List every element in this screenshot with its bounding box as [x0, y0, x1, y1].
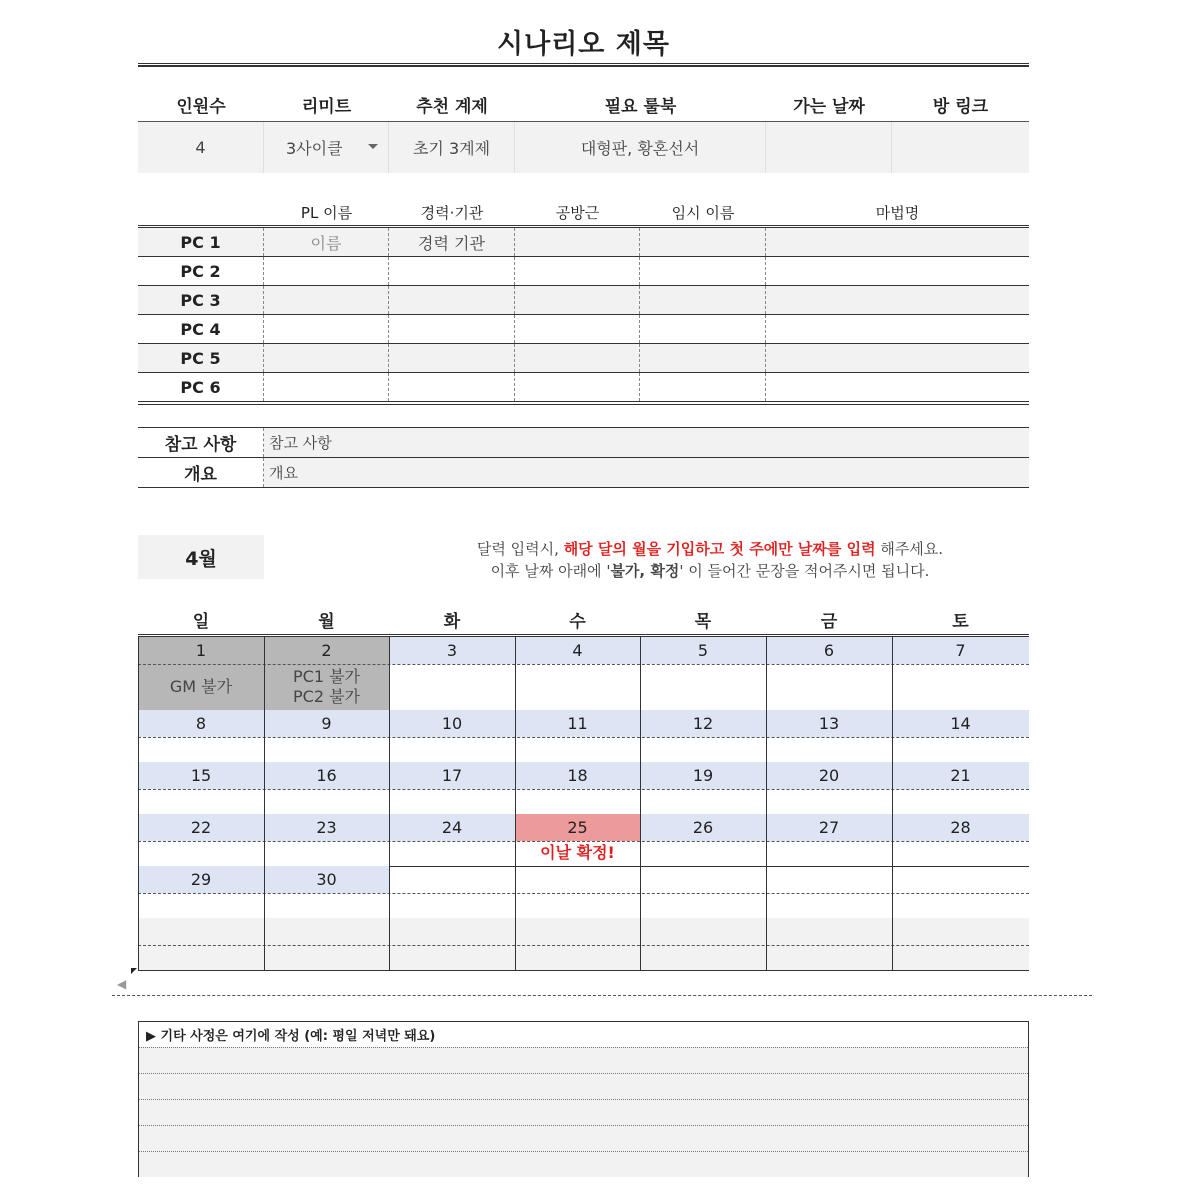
pc-cell[interactable] — [640, 315, 766, 343]
pc-cell[interactable] — [766, 373, 1029, 401]
calendar-day-note[interactable] — [766, 945, 892, 970]
calendar-dash-line — [138, 945, 1029, 946]
calendar-day-note[interactable] — [389, 664, 515, 710]
calendar-day-note[interactable] — [264, 737, 389, 762]
calendar-day-note[interactable] — [264, 893, 389, 918]
calendar-day-note[interactable] — [389, 789, 515, 814]
pc-cell[interactable] — [515, 257, 640, 285]
pc-header: 공방근 — [555, 204, 600, 222]
calendar-day-number[interactable]: 26 — [640, 814, 766, 841]
pc-cell[interactable] — [515, 373, 640, 401]
pc-cell[interactable] — [766, 228, 1029, 256]
calendar-day-number[interactable]: 10 — [389, 710, 515, 737]
pc-cell[interactable] — [389, 344, 515, 372]
calendar-day-note[interactable] — [515, 664, 640, 710]
calendar-day-number[interactable]: 12 — [640, 710, 766, 737]
pc-header: 임시 이름 — [671, 204, 735, 222]
info-header: 필요 룰북 — [604, 96, 677, 117]
pc-cell[interactable]: 경력 기관 — [389, 228, 515, 256]
title-divider — [138, 63, 1029, 67]
calendar-day-note[interactable] — [892, 945, 1029, 970]
calendar-day-number[interactable]: 13 — [766, 710, 892, 737]
calendar-day-number[interactable]: 25 — [515, 814, 640, 841]
calendar-day-note[interactable]: 이날 확정! — [540, 843, 615, 862]
calendar-day-number[interactable]: 9 — [264, 710, 389, 737]
other-notes-line[interactable] — [139, 1099, 1028, 1125]
calendar-day-note[interactable] — [766, 737, 892, 762]
calendar-day-note[interactable] — [892, 737, 1029, 762]
calendar-day-number[interactable] — [766, 866, 892, 893]
other-notes-heading: ▶ 기타 사정은 여기에 작성 (예: 평일 저녁만 돼요) — [146, 1029, 436, 1044]
weekday-header: 목 — [694, 611, 712, 632]
calendar-day-note[interactable] — [264, 789, 389, 814]
info-value-cell[interactable] — [138, 122, 264, 173]
calendar-column-line — [389, 637, 390, 970]
info-header: 방 링크 — [932, 96, 989, 117]
info-value: 초기 3계제 — [412, 139, 491, 158]
calendar-day-number[interactable]: 24 — [389, 814, 515, 841]
info-header: 인원수 — [176, 96, 226, 117]
calendar-day-number[interactable]: 3 — [389, 637, 515, 664]
calendar-day-note[interactable] — [892, 789, 1029, 814]
calendar-day-number[interactable]: 27 — [766, 814, 892, 841]
other-notes-line[interactable] — [139, 1073, 1028, 1099]
pc-cell[interactable] — [264, 257, 389, 285]
corner-marker-icon — [131, 968, 137, 974]
pc-header: 경력·기관 — [420, 204, 484, 222]
other-notes-line[interactable] — [139, 1125, 1028, 1151]
calendar-day-note[interactable] — [766, 893, 892, 918]
reference-value[interactable]: 참고 사항 — [264, 428, 1029, 457]
calendar-day-note[interactable] — [389, 893, 515, 918]
other-notes-line[interactable] — [139, 1047, 1028, 1073]
pc-cell[interactable] — [766, 257, 1029, 285]
dropdown-arrow-icon[interactable] — [368, 144, 378, 149]
calendar-day-note[interactable] — [389, 737, 515, 762]
calendar-day-note[interactable] — [640, 737, 766, 762]
pc-label: PC 5 — [138, 344, 264, 372]
calendar-day-note[interactable]: PC1 불가 PC2 불가 — [264, 664, 389, 710]
instruction-keywords: 불가, 확정 — [610, 562, 680, 580]
calendar-day-number[interactable]: 17 — [389, 762, 515, 789]
calendar-dash-line — [138, 664, 1029, 665]
calendar-day-note[interactable] — [892, 841, 1029, 866]
calendar-day-number[interactable] — [640, 918, 766, 945]
summary-label: 개요 — [138, 458, 264, 487]
info-value-cell[interactable] — [892, 122, 1029, 173]
calendar-day-note[interactable] — [892, 893, 1029, 918]
info-value: 4 — [195, 138, 206, 157]
calendar-day-number[interactable]: 20 — [766, 762, 892, 789]
calendar-week-line — [138, 970, 1029, 971]
calendar-day-number[interactable]: 21 — [892, 762, 1029, 789]
calendar-dash-line — [138, 737, 1029, 738]
pc-cell[interactable] — [389, 257, 515, 285]
calendar-day-note[interactable] — [892, 664, 1029, 710]
calendar-column-line — [892, 637, 893, 970]
info-value: 대형판, 황혼선서 — [580, 139, 700, 158]
instruction-highlight: 해당 달의 월을 기입하고 첫 주에만 날짜를 입력 — [563, 540, 876, 558]
calendar-day-number[interactable]: 19 — [640, 762, 766, 789]
pc-label: PC 4 — [138, 315, 264, 343]
calendar-day-note[interactable] — [138, 893, 264, 918]
pc-label: PC 6 — [138, 373, 264, 401]
calendar-day-number[interactable] — [138, 918, 264, 945]
info-header: 리미트 — [301, 96, 352, 117]
instruction-text: 달력 입력시, — [476, 540, 564, 558]
info-value-cell[interactable] — [515, 122, 766, 173]
calendar-day-note[interactable] — [640, 789, 766, 814]
calendar-day-number[interactable]: 18 — [515, 762, 640, 789]
calendar-day-note[interactable] — [515, 737, 640, 762]
summary-value[interactable]: 개요 — [264, 458, 1029, 487]
calendar-day-number[interactable]: 11 — [515, 710, 640, 737]
calendar-day-note[interactable] — [264, 945, 389, 970]
calendar-day-note[interactable] — [640, 841, 766, 866]
pc-cell[interactable] — [389, 373, 515, 401]
instruction-text: 이후 날짜 아래에 ' — [490, 562, 611, 580]
pc-cell[interactable] — [515, 315, 640, 343]
calendar-day-number[interactable] — [515, 918, 640, 945]
weekday-header: 일 — [192, 611, 210, 632]
calendar-day-note[interactable] — [766, 789, 892, 814]
weekday-header: 토 — [952, 611, 969, 632]
pc-cell[interactable] — [640, 286, 766, 314]
instruction-text: 해주세요. — [875, 540, 944, 558]
calendar-day-note[interactable] — [138, 789, 264, 814]
info-value-cell[interactable] — [766, 122, 892, 173]
calendar-left-line — [138, 637, 139, 970]
calendar-day-number[interactable] — [264, 918, 389, 945]
pc-cell[interactable] — [766, 344, 1029, 372]
info-value-cell[interactable] — [264, 122, 389, 173]
pc-cell[interactable]: 이름 — [264, 228, 389, 256]
calendar-day-number[interactable] — [640, 866, 766, 893]
pc-cell[interactable] — [264, 315, 389, 343]
calendar-day-number[interactable] — [892, 866, 1029, 893]
weekday-header: 화 — [443, 611, 461, 632]
calendar-day-note[interactable] — [766, 664, 892, 710]
calendar-day-note[interactable] — [640, 945, 766, 970]
calendar-day-number[interactable]: 2 — [264, 637, 389, 664]
pc-cell[interactable] — [515, 228, 640, 256]
pc-cell[interactable] — [389, 286, 515, 314]
calendar-day-number[interactable]: 22 — [138, 814, 264, 841]
calendar-day-note[interactable] — [389, 945, 515, 970]
pc-cell[interactable] — [264, 286, 389, 314]
pc-cell[interactable] — [766, 286, 1029, 314]
info-header: 가는 날짜 — [793, 96, 865, 117]
calendar-day-number[interactable]: 5 — [640, 637, 766, 664]
calendar-day-number[interactable] — [766, 918, 892, 945]
calendar-day-note[interactable] — [766, 841, 892, 866]
calendar-column-line — [515, 637, 516, 970]
calendar-day-note[interactable] — [515, 789, 640, 814]
pc-cell[interactable] — [515, 344, 640, 372]
instruction-text: ' 이 들어간 문장을 적어주시면 됩니다. — [679, 562, 930, 580]
calendar-day-note[interactable] — [389, 841, 515, 866]
pc-header: 마법명 — [875, 204, 920, 222]
pc-cell[interactable] — [264, 344, 389, 372]
calendar-day-number[interactable] — [389, 866, 515, 893]
calendar-dash-line — [138, 893, 1029, 894]
calendar-day-note[interactable] — [515, 893, 640, 918]
pc-cell[interactable] — [640, 344, 766, 372]
pc-cell[interactable] — [515, 286, 640, 314]
calendar-column-line — [264, 637, 265, 970]
calendar-day-number[interactable]: 23 — [264, 814, 389, 841]
calendar-day-number[interactable]: 7 — [892, 637, 1029, 664]
calendar-dash-line — [138, 841, 1029, 842]
calendar-day-number[interactable]: 29 — [138, 866, 264, 893]
pc-label: PC 2 — [138, 257, 264, 285]
calendar-day-number[interactable]: 4 — [515, 637, 640, 664]
calendar-day-note[interactable] — [640, 664, 766, 710]
calendar-day-note[interactable] — [515, 945, 640, 970]
calendar-day-number[interactable]: 14 — [892, 710, 1029, 737]
other-notes-line[interactable] — [139, 1151, 1028, 1177]
page-break-line — [112, 995, 1092, 996]
pc-cell[interactable] — [766, 315, 1029, 343]
calendar-day-number[interactable]: 15 — [138, 762, 264, 789]
pc-cell[interactable] — [640, 228, 766, 256]
weekday-header: 금 — [820, 611, 838, 632]
calendar-day-note[interactable] — [138, 945, 264, 970]
calendar-day-number[interactable]: 1 — [138, 637, 264, 664]
calendar-day-number[interactable]: 30 — [264, 866, 389, 893]
calendar-dash-line — [138, 789, 1029, 790]
calendar-column-line — [640, 637, 641, 970]
pc-cell[interactable] — [640, 257, 766, 285]
calendar-instructions — [400, 538, 1020, 582]
info-value: 3사이클 — [286, 139, 343, 158]
notes-row-line — [138, 487, 1029, 488]
weekday-header: 수 — [569, 611, 586, 632]
weekday-header: 월 — [318, 611, 335, 632]
calendar-day-number[interactable]: 16 — [264, 762, 389, 789]
scenario-title: 시나리오 제목 — [497, 29, 670, 60]
info-header: 추천 계제 — [416, 96, 488, 117]
month-label: 4월 — [138, 535, 264, 579]
pc-cell[interactable] — [264, 373, 389, 401]
pc-cell[interactable] — [640, 373, 766, 401]
pc-bottom-line — [138, 401, 1029, 405]
pc-label: PC 3 — [138, 286, 264, 314]
pc-label: PC 1 — [138, 228, 264, 256]
calendar-day-note[interactable]: GM 불가 — [138, 664, 264, 710]
calendar-day-number[interactable] — [892, 918, 1029, 945]
scroll-left-icon[interactable]: ◀ — [117, 977, 127, 991]
calendar-day-number[interactable]: 28 — [892, 814, 1029, 841]
calendar-day-number[interactable]: 8 — [138, 710, 264, 737]
calendar-day-note[interactable] — [640, 893, 766, 918]
calendar-day-number[interactable] — [389, 918, 515, 945]
info-value-cell[interactable] — [389, 122, 515, 173]
calendar-day-note[interactable] — [138, 737, 264, 762]
calendar-day-number[interactable]: 6 — [766, 637, 892, 664]
calendar-day-number[interactable] — [515, 866, 640, 893]
calendar-day-note[interactable] — [138, 841, 264, 866]
reference-label: 참고 사항 — [138, 428, 264, 457]
pc-header: PL 이름 — [300, 204, 353, 222]
pc-cell[interactable] — [389, 315, 515, 343]
calendar-column-line — [766, 637, 767, 970]
calendar-day-note[interactable] — [264, 841, 389, 866]
